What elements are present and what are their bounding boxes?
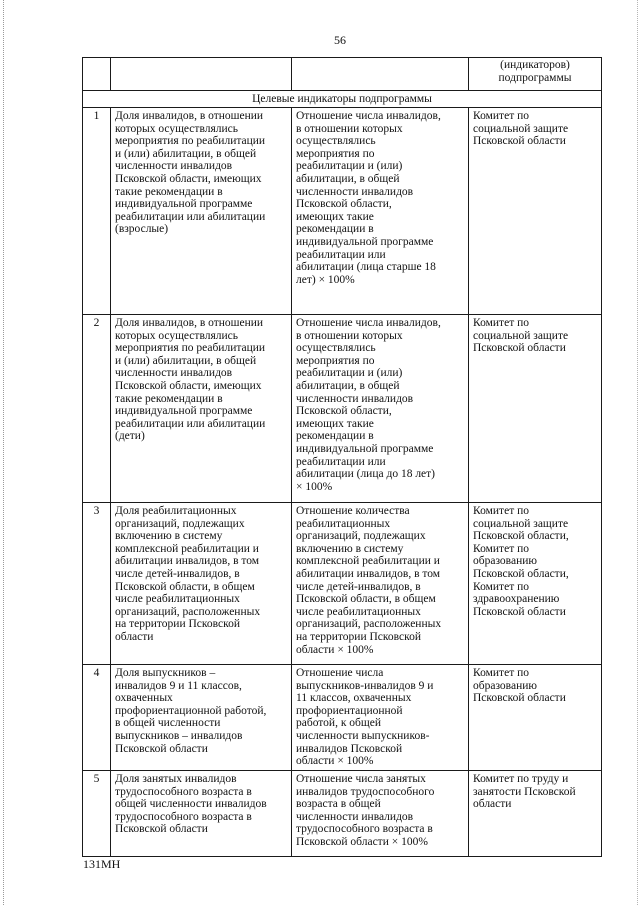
indicator-formula: Отношение числа выпускников-инвалидов 9 и 11 классов, охваченных профориентационной работой, к общей численности выпускников- инвалидов Псковской области × 100% <box>292 665 469 771</box>
row-number: 4 <box>83 665 111 771</box>
indicator-name: Доля реабилитационных организаций, подлежащих включению в систему комплексной реабилитации и абилитации инвалидов, в том числе детей-инвалидов, в Псковской области, в общем числе реабилитационных организаций, расположенных на территории Псковской области <box>111 503 292 665</box>
responsible-body: Комитет по образованию Псковской области <box>469 665 602 771</box>
table-row <box>83 315 602 503</box>
document-code: 131МН <box>83 857 121 871</box>
indicator-name: Доля занятых инвалидов трудоспособного возраста в общей численности инвалидов трудоспособного возраста в Псковской области <box>111 771 292 857</box>
row-number: 2 <box>83 315 111 503</box>
table-row <box>83 771 602 857</box>
indicators-table <box>82 57 602 857</box>
section-title: Целевые индикаторы подпрограммы <box>83 91 602 108</box>
row-number: 5 <box>83 771 111 857</box>
header-cell-method <box>292 58 469 91</box>
table-row <box>83 503 602 665</box>
row-number: 3 <box>83 503 111 665</box>
responsible-body: Комитет по социальной защите Псковской области <box>469 315 602 503</box>
page-number: 56 <box>334 33 346 47</box>
header-cell-responsible: (индикаторов) подпрограммы <box>469 58 602 91</box>
section-title-row <box>83 91 602 108</box>
indicator-formula: Отношение числа инвалидов, в отношении которых осуществлялись мероприятия по реабилитации и (или) абилитации, в общей численности инвалидов Псковской области, имеющих такие рекомендации в индивидуальной программе реабилитации или абилитации (лица до 18 лет) × 100% <box>292 315 469 503</box>
responsible-body: Комитет по труду и занятости Псковской области <box>469 771 602 857</box>
indicator-formula: Отношение числа инвалидов, в отношении которых осуществлялись мероприятия по реабилитации и (или) абилитации, в общей численности инвалидов Псковской области, имеющих такие рекомендации в индивидуальной программе реабилитации или абилитации (лица старше 18 лет) × 100% <box>292 108 469 315</box>
indicator-formula: Отношение числа занятых инвалидов трудоспособного возраста в общей численности инвалидов трудоспособного возраста в Псковской области × 100% <box>292 771 469 857</box>
responsible-body: Комитет по социальной защите Псковской области, Комитет по образованию Псковской области, Комитет по здравоохранению Псковской области <box>469 503 602 665</box>
header-cell-number <box>83 58 111 91</box>
scan-edge-left <box>0 0 4 905</box>
responsible-body: Комитет по социальной защите Псковской области <box>469 108 602 315</box>
indicator-name: Доля инвалидов, в отношении которых осуществлялись мероприятия по реабилитации и (или) абилитации, в общей численности инвалидов Псковской области, имеющих такие рекомендации в индивидуальной программе реабилитации или абилитации (взрослые) <box>111 108 292 315</box>
header-cell-name <box>111 58 292 91</box>
table-row <box>83 665 602 771</box>
row-number: 1 <box>83 108 111 315</box>
table-header-row <box>83 58 602 91</box>
indicator-name: Доля выпускников – инвалидов 9 и 11 классов, охваченных профориентационной работой, в общей численности выпускников – инвалидов Псковской области <box>111 665 292 771</box>
indicator-formula: Отношение количества реабилитационных организаций, подлежащих включению в систему комплексной реабилитации и абилитации инвалидов, в том числе детей-инвалидов, в Псковской области, в общем числе реабилитационных организаций, расположенных на территории Псковской области × 100% <box>292 503 469 665</box>
table-row <box>83 108 602 315</box>
indicator-name: Доля инвалидов, в отношении которых осуществлялись мероприятия по реабилитации и (или) абилитации, в общей численности инвалидов Псковской области, имеющих такие рекомендации в индивидуальной программе реабилитации или абилитации (дети) <box>111 315 292 503</box>
